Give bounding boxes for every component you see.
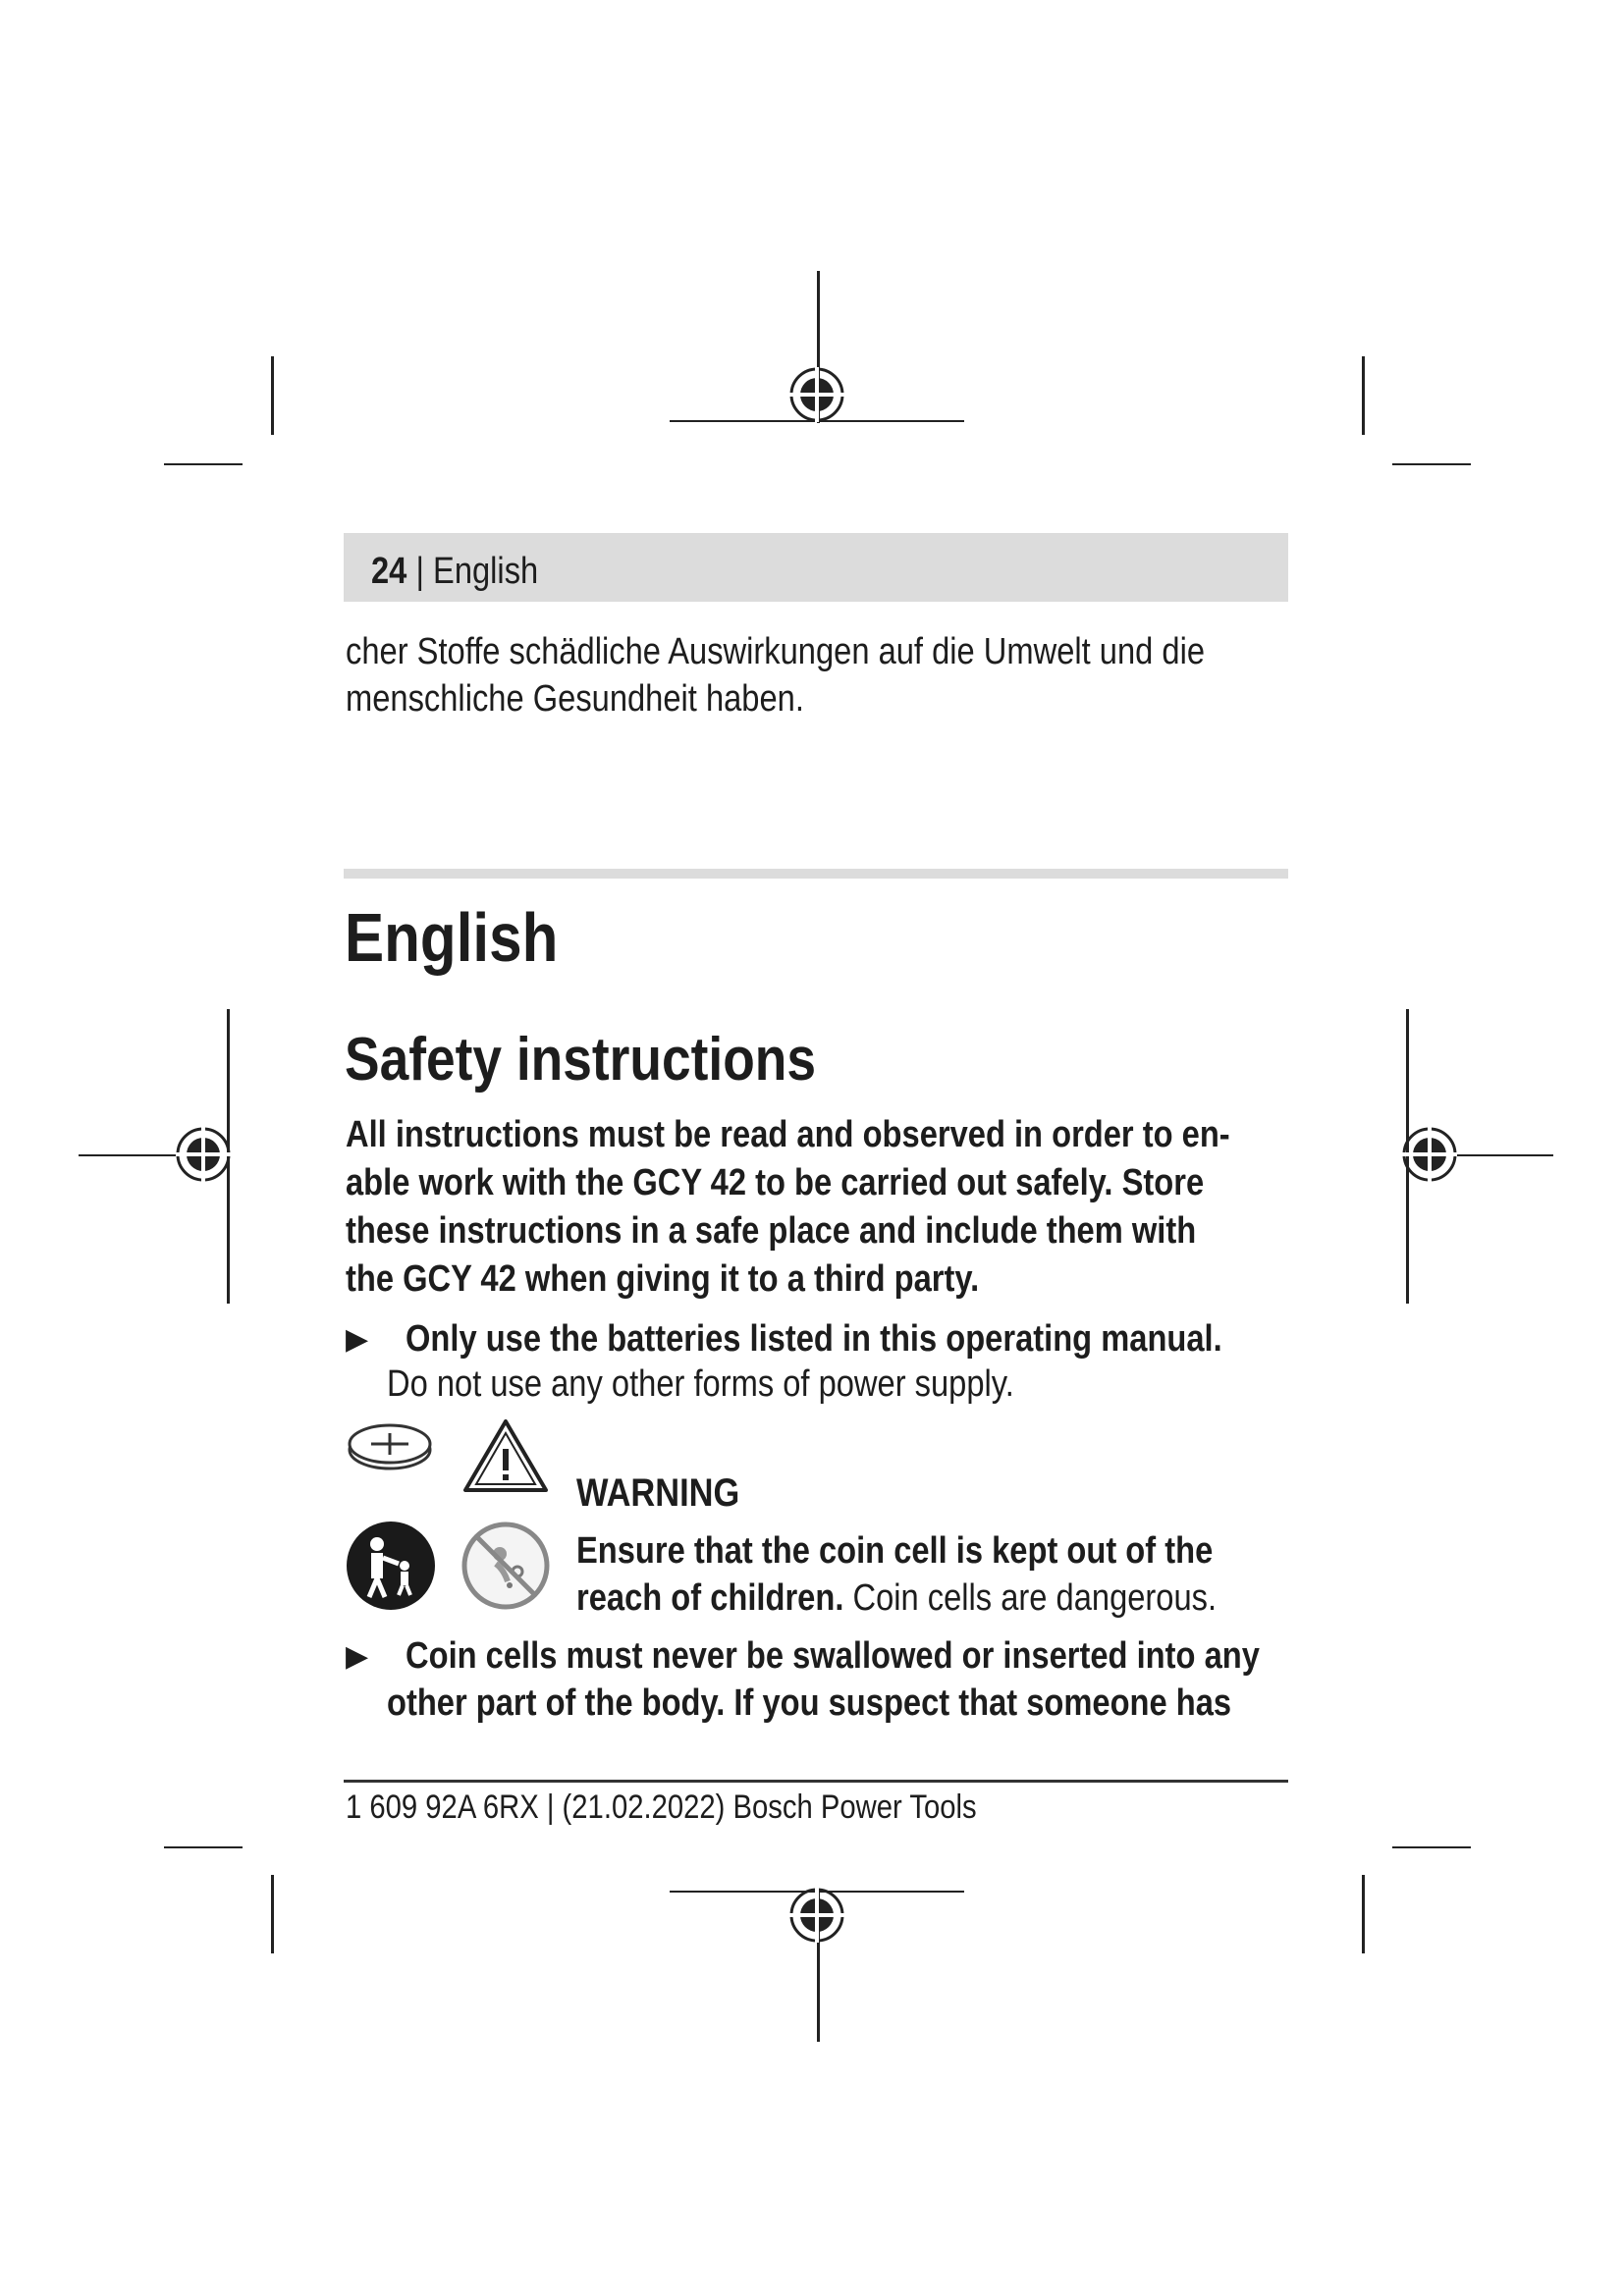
warning-line-1: Ensure that the coin cell is kept out of the (576, 1530, 1214, 1572)
intro-paragraph (346, 1111, 1291, 1304)
bullet-2-line-1: Coin cells must never be swallowed or inserted into any (406, 1635, 1260, 1677)
registration-target-icon (789, 367, 844, 422)
bullet-1-bold: Only use the batteries listed in this operating manual. (406, 1318, 1222, 1360)
coin-cell-icon (350, 1425, 430, 1468)
footer-rule (344, 1780, 1288, 1783)
page-number: 24 (371, 551, 407, 592)
header-language: English (433, 551, 539, 592)
bullet-marker-icon: ▶ (346, 1323, 369, 1356)
header-separator: | (415, 551, 424, 592)
keep-away-from-children-icon (347, 1522, 435, 1610)
section-divider (344, 869, 1288, 879)
registration-target-icon (789, 1888, 844, 1943)
intro-line: All instructions must be read and observed in order to en- (346, 1114, 1230, 1155)
warning-triangle-icon (465, 1421, 546, 1490)
warning-line-2-text: Coin cells are dangerous. (843, 1577, 1218, 1619)
registration-target-icon (176, 1127, 231, 1182)
intro-line: the GCY 42 when giving it to a third party. (346, 1258, 980, 1300)
page-footer: 1 609 92A 6RX | (21.02.2022) Bosch Power Tools (346, 1789, 977, 1826)
continuation-text (346, 628, 1291, 722)
bullet-1-text: Do not use any other forms of power supply. (387, 1363, 1014, 1405)
continuation-line: menschliche Gesundheit haben. (346, 678, 804, 720)
warning-title: WARNING (576, 1471, 740, 1515)
registration-target-icon (1402, 1127, 1457, 1182)
intro-line: these instructions in a safe place and include them with (346, 1210, 1197, 1252)
intro-line: able work with the GCY 42 to be carried out safely. Store (346, 1162, 1205, 1203)
bullet-2-line-2: other part of the body. If you suspect that someone has (387, 1682, 1232, 1724)
no-swallow-icon (464, 1524, 547, 1607)
page-header (371, 550, 538, 593)
warning-line-2 (576, 1575, 1217, 1622)
continuation-line: cher Stoffe schädliche Auswirkungen auf die Umwelt und die (346, 631, 1206, 672)
subsection-title: Safety instructions (345, 1026, 816, 1094)
section-title: English (345, 899, 559, 976)
warning-line-2-bold: reach of children. (576, 1577, 844, 1619)
warning-icons (346, 1414, 581, 1620)
bullet-marker-icon: ▶ (346, 1640, 369, 1673)
warning-body (576, 1527, 1217, 1622)
